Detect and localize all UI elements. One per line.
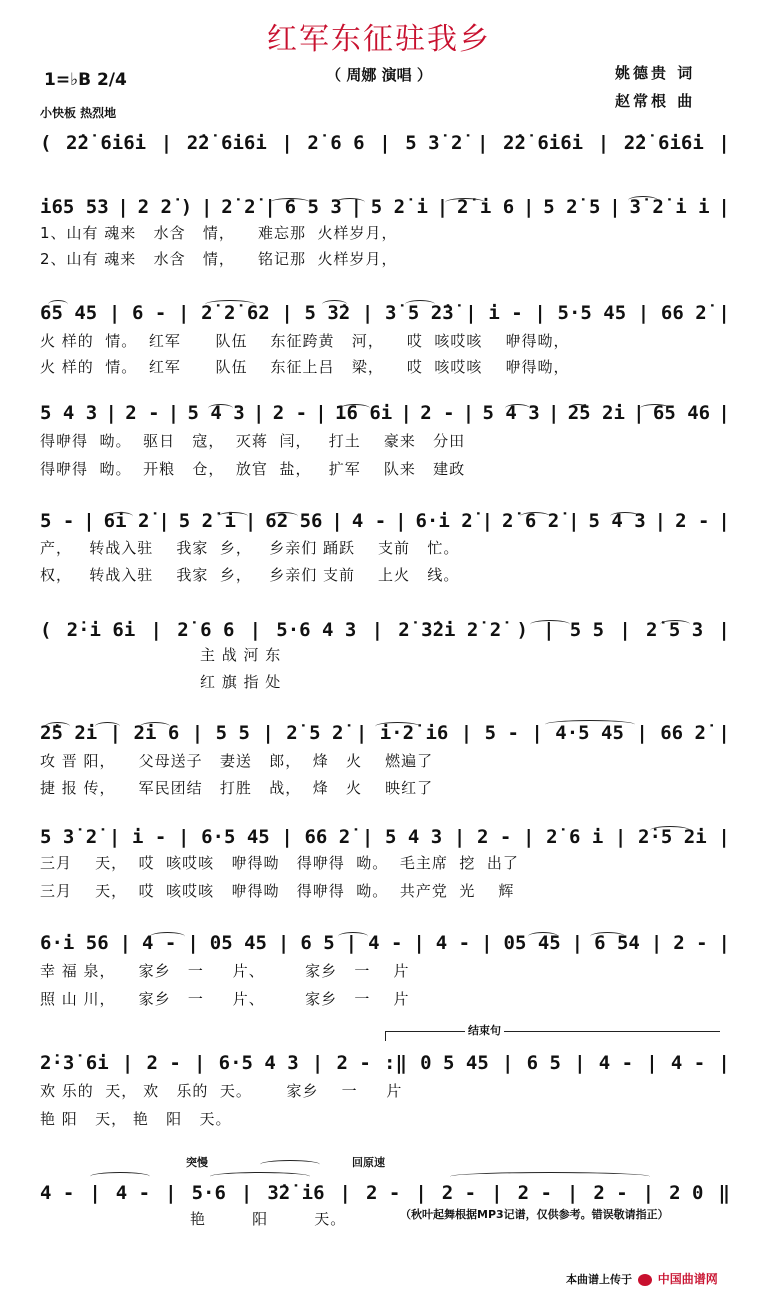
notation-row xyxy=(40,400,730,424)
notation-row xyxy=(40,130,730,154)
lyricist-credit: 姚德贵 词 xyxy=(615,64,696,82)
bar-line: | xyxy=(244,510,257,532)
bar-line: | xyxy=(477,132,489,154)
note-group: 3̇2̇ i6 xyxy=(267,1182,325,1204)
lyric-line: 主 战 河 东 xyxy=(200,646,282,664)
note-group: 05 45 xyxy=(503,932,561,954)
slur-arc xyxy=(90,1172,150,1181)
note-group: 2 - xyxy=(336,1052,371,1074)
note-group: 2 - xyxy=(125,402,160,424)
note-group: 2̇2̇ 6i6i xyxy=(66,132,147,154)
lyric-line: 权， 转战入驻 我家 乡， 乡亲们 支前 上火 线。 xyxy=(40,566,460,584)
note-group: i65 53 xyxy=(40,196,109,218)
note-group: 3̇ 2̇ i i xyxy=(629,196,710,218)
note-group: 5 5 xyxy=(569,619,605,641)
upload-footer xyxy=(566,1270,718,1287)
bar-line: | xyxy=(481,932,493,954)
ending-phrase-label: 结束句 xyxy=(465,1022,504,1038)
slur-arc xyxy=(210,1172,310,1181)
lyric-line: 欢 乐的 天， 欢 乐的 天。 家乡 一 片 xyxy=(40,1082,403,1100)
upload-text: 本曲谱上传于 xyxy=(566,1273,632,1286)
note-group: 4 - xyxy=(435,932,471,954)
slur-arc xyxy=(405,300,435,309)
bar-line: | xyxy=(531,722,543,744)
bar-line: | xyxy=(331,510,343,532)
note-group: 2̇ 6 2̇ xyxy=(502,510,560,532)
slur-arc xyxy=(640,404,670,413)
note-group: 5·6 4 3 xyxy=(276,619,357,641)
lyric-line: 得咿得 呦。 驱日 寇， 灭蒋 闫， 打土 豪来 分田 xyxy=(40,432,466,450)
lyric-line: 1、山有 魂来 水含 情， 难忘那 火样岁月， xyxy=(40,224,398,242)
note-group: 05 45 xyxy=(209,932,267,954)
note-group: 2̇·i 6i xyxy=(66,619,136,641)
slur-arc xyxy=(610,512,640,521)
note-group: 2 - xyxy=(593,1182,628,1204)
bar-line: | xyxy=(165,1182,177,1204)
bar-line: | xyxy=(642,1182,655,1204)
note-group: 5 5 xyxy=(215,722,250,744)
note-group: 2̇ i 6 xyxy=(457,196,515,218)
bar-line: | xyxy=(718,302,730,324)
bar-line: | xyxy=(609,196,621,218)
lyric-line: 三月 天， 哎 咳哎咳 咿得呦 得咿得 呦。 毛主席 挖 出了 xyxy=(40,854,519,872)
bar-line: | xyxy=(83,510,95,532)
bar-line: | xyxy=(262,722,274,744)
note-group: 5 - xyxy=(484,722,519,744)
lyric-line: 得咿得 呦。 开粮 仓， 放官 盐， 扩军 队来 建政 xyxy=(40,460,466,478)
note-group: 2̇ 2̇ 62 xyxy=(201,302,270,324)
bar-line: | xyxy=(718,722,730,744)
lyric-line: 火 样的 情。 红军 队伍 东征跨黄 河， 哎 咳哎咳 咿得呦， xyxy=(40,332,570,350)
notation-row xyxy=(40,1180,730,1204)
bar-line: ( xyxy=(40,619,52,641)
note-group: 5 3̇ 2̇ xyxy=(405,132,463,154)
note-group: 16 6i xyxy=(335,402,393,424)
note-group: 5 2̇ i xyxy=(370,196,428,218)
slur-arc xyxy=(520,512,550,521)
site-logo-icon xyxy=(638,1274,652,1286)
note-group: 3̇ 5 2̇3̇ xyxy=(385,302,454,324)
bar-line: ( xyxy=(40,132,52,154)
bar-line: | xyxy=(465,302,477,324)
bar-line: | xyxy=(252,402,265,424)
note-group: 2 - xyxy=(272,402,308,424)
slur-arc xyxy=(150,932,185,941)
resume-tempo-mark: 回原速 xyxy=(352,1156,385,1169)
bar-line: | xyxy=(436,196,449,218)
slur-arc xyxy=(218,512,248,521)
bar-line: | xyxy=(547,402,560,424)
slur-arc xyxy=(270,198,310,207)
bar-line: | xyxy=(637,302,650,324)
note-group: 2̇ 6 i xyxy=(546,826,604,848)
note-group: 4 - xyxy=(670,1052,706,1074)
note-group: 4 - xyxy=(40,1182,75,1204)
note-group: 2 2̇ xyxy=(137,196,172,218)
slur-arc xyxy=(505,404,530,413)
notation-row xyxy=(40,300,730,324)
bar-line: | xyxy=(379,132,391,154)
note-group: 2̇i 6 xyxy=(133,722,180,744)
note-group: 5 4 3 xyxy=(385,826,443,848)
slur-arc xyxy=(205,300,255,309)
note-group: 2̇·3̇ 6i xyxy=(40,1052,109,1074)
bar-line: | xyxy=(566,1182,579,1204)
note-group: 6 5 3 xyxy=(284,196,342,218)
note-group: 5 4 3 xyxy=(588,510,646,532)
lyric-line: （秋叶起舞根据MP3记谱，仅供参考。错误敬请指正） xyxy=(400,1208,669,1221)
note-group: 5 3̇ 2̇ xyxy=(40,826,98,848)
slur-arc xyxy=(48,300,68,309)
bar-line: | xyxy=(150,619,162,641)
note-group: 2 - xyxy=(366,1182,401,1204)
note-group: 6·i 2̇ xyxy=(415,510,473,532)
key-signature: 1=♭B 2/4 xyxy=(44,70,127,90)
note-group: 65 45 xyxy=(40,302,98,324)
bar-line: | xyxy=(119,932,132,954)
bar-line: | xyxy=(522,826,535,848)
slur-arc xyxy=(95,722,120,731)
bar-line: | xyxy=(718,196,730,218)
bar-line: | xyxy=(413,932,425,954)
sudden-slow-mark: 突慢 xyxy=(186,1156,208,1169)
bar-line: | xyxy=(89,1182,101,1204)
lyric-line: 产， 转战入驻 我家 乡， 乡亲们 踊跃 支前 忙。 xyxy=(40,539,460,557)
note-group: 5 2̇ 5 xyxy=(543,196,601,218)
bar-line: :‖ xyxy=(384,1052,407,1074)
bar-line: | xyxy=(371,619,384,641)
bar-line: | xyxy=(160,132,173,154)
bar-line: | xyxy=(718,402,730,424)
notation-row xyxy=(40,617,730,641)
bar-line: | xyxy=(574,1052,586,1074)
bar-line: | xyxy=(339,1182,351,1204)
note-group: 6 5 xyxy=(526,1052,561,1074)
note-group: 2̇ 6 6 xyxy=(307,132,365,154)
bar-line: | xyxy=(158,510,170,532)
bar-line: | xyxy=(718,1052,730,1074)
slur-arc xyxy=(545,720,635,729)
bar-line: | xyxy=(311,1052,324,1074)
note-group: 5·6 xyxy=(191,1182,226,1204)
slur-arc xyxy=(375,722,420,731)
note-group: 5 - xyxy=(40,510,75,532)
note-group: 2̇2̇ 6i6i xyxy=(186,132,267,154)
bar-line: | xyxy=(201,196,213,218)
bar-line: | xyxy=(105,402,117,424)
bar-line: | xyxy=(345,932,358,954)
note-group: 2 - xyxy=(675,510,710,532)
lyric-line: 2、山有 魂来 水含 情， 铭记那 火样岁月， xyxy=(40,250,398,268)
notation-row xyxy=(40,194,730,218)
bar-line: | xyxy=(462,402,475,424)
bar-line: | xyxy=(117,196,129,218)
page-title: 红军东征驻我乡 xyxy=(267,22,491,57)
note-group: 4 - xyxy=(142,932,177,954)
site-name[interactable]: 中国曲谱网 xyxy=(657,1272,718,1286)
note-group: i - xyxy=(488,302,523,324)
note-group: 5 4 3 xyxy=(187,402,245,424)
note-group: 5 3̇2 xyxy=(304,302,351,324)
slur-arc xyxy=(45,722,70,731)
note-group: 62 56 xyxy=(265,510,323,532)
note-group: 2̇2̇ 6i6i xyxy=(503,132,584,154)
bar-line: | xyxy=(415,1182,427,1204)
bar-line: | xyxy=(177,826,190,848)
bar-line: ) xyxy=(180,196,193,218)
bar-line: | xyxy=(636,722,648,744)
bar-line: | xyxy=(361,826,374,848)
ending-phrase-bracket xyxy=(385,1031,720,1032)
note-group: i - xyxy=(131,826,167,848)
bar-line: | xyxy=(501,1052,514,1074)
note-group: 2 - xyxy=(517,1182,552,1204)
bar-line: | xyxy=(264,196,276,218)
note-group: 66 2̇ xyxy=(660,302,707,324)
bar-line: | xyxy=(249,619,262,641)
tempo-marking: 小快板 热烈地 xyxy=(40,106,117,120)
slur-arc xyxy=(108,512,133,521)
bar-line: | xyxy=(453,826,466,848)
bar-line: | xyxy=(481,510,494,532)
note-group: 66 2̇ xyxy=(304,826,351,848)
bar-line: | xyxy=(571,932,584,954)
note-group: 6·i 56 xyxy=(40,932,109,954)
note-group: 5 4 3 xyxy=(40,402,98,424)
slur-arc xyxy=(140,722,170,731)
note-group: 4 - xyxy=(368,932,403,954)
note-group: 2̇5 2̇i xyxy=(40,722,98,744)
slur-arc xyxy=(340,404,370,413)
slur-arc xyxy=(445,198,485,207)
bar-line: | xyxy=(646,1052,658,1074)
slur-arc xyxy=(628,196,658,205)
bar-line: | xyxy=(177,302,190,324)
bar-line: | xyxy=(534,302,546,324)
bar-line: | xyxy=(718,826,730,848)
slur-arc xyxy=(660,620,690,629)
note-group: 2 - xyxy=(673,932,708,954)
note-group: 2̇ 3̇2̇i 2̇ 2̇ xyxy=(398,619,502,641)
bar-line: | xyxy=(619,619,631,641)
bar-line: | xyxy=(191,722,204,744)
bar-line: | xyxy=(281,302,293,324)
note-group: 6 5 xyxy=(300,932,335,954)
lyric-line: 幸 福 泉， 家乡 一 片、 家乡 一 片 xyxy=(40,962,410,980)
bar-line: | xyxy=(718,932,730,954)
slur-arc xyxy=(268,512,298,521)
slur-arc xyxy=(208,404,233,413)
slur-arc xyxy=(530,620,570,629)
notation-row xyxy=(40,1050,730,1074)
note-group: 6i 2̇ xyxy=(103,510,150,532)
bar-line: | xyxy=(718,510,730,532)
bar-line: ) xyxy=(516,619,528,641)
note-group: 2̇ 5 3 xyxy=(646,619,704,641)
note-group: 6 - xyxy=(131,302,167,324)
slur-arc xyxy=(590,932,625,941)
note-group: 2̇ 6 6 xyxy=(177,619,235,641)
bar-line: | xyxy=(633,402,645,424)
bar-line: | xyxy=(718,132,730,154)
bar-line: | xyxy=(277,932,290,954)
note-group: i·2̇ i6 xyxy=(379,722,449,744)
lyric-line: 艳 阳 天， 艳 阳 天。 xyxy=(40,1110,232,1128)
bar-line: | xyxy=(597,132,610,154)
bar-line: | xyxy=(187,932,199,954)
lyric-line: 火 样的 情。 红军 队伍 东征上吕 梁， 哎 咳哎咳 咿得呦， xyxy=(40,358,570,376)
bar-line: | xyxy=(350,196,363,218)
bar-line: | xyxy=(460,722,473,744)
note-group: 2 - xyxy=(441,1182,477,1204)
bar-line: ‖ xyxy=(718,1182,730,1204)
slur-arc xyxy=(322,300,347,309)
bar-line: | xyxy=(395,510,407,532)
bar-line: | xyxy=(650,932,663,954)
notation-row xyxy=(40,930,730,954)
performer-credit: （ 周娜 演唱 ） xyxy=(326,66,432,84)
note-group: 6 54 xyxy=(594,932,640,954)
lyric-line: 攻 晋 阳， 父母送子 妻送 郎， 烽 火 燃遍了 xyxy=(40,752,434,770)
lyric-line: 红 旗 指 处 xyxy=(200,673,282,691)
bar-line: | xyxy=(400,402,412,424)
note-group: 2̇·5 2̇i xyxy=(638,826,707,848)
note-group: 66 2̇ xyxy=(660,722,706,744)
note-group: 4·5 45 xyxy=(555,722,624,744)
slur-arc xyxy=(260,1160,320,1169)
bar-line: | xyxy=(491,1182,503,1204)
bar-line: | xyxy=(167,402,180,424)
note-group: 0 5 45 xyxy=(420,1052,489,1074)
bar-line: | xyxy=(108,826,121,848)
slur-arc xyxy=(650,826,690,835)
slur-arc xyxy=(335,198,365,207)
note-group: 2 - xyxy=(420,402,455,424)
ending-phrase-bracket-tick xyxy=(385,1031,386,1041)
bar-line: | xyxy=(654,510,667,532)
note-group: 65 46 xyxy=(652,402,711,424)
bar-line: | xyxy=(281,826,293,848)
bar-line: | xyxy=(109,722,122,744)
notation-row xyxy=(40,824,730,848)
note-group: 6·5 45 xyxy=(201,826,270,848)
bar-line: | xyxy=(614,826,627,848)
note-group: 4 - xyxy=(115,1182,151,1204)
bar-line: | xyxy=(315,402,327,424)
bar-line: | xyxy=(543,619,555,641)
composer-credit: 赵常根 曲 xyxy=(615,92,696,110)
note-group: 2̇ 2̇ xyxy=(221,196,256,218)
lyric-line: 三月 天， 哎 咳哎咳 咿得呦 得咿得 呦。 共产党 光 辉 xyxy=(40,882,515,900)
bar-line: | xyxy=(523,196,535,218)
bar-line: | xyxy=(361,302,374,324)
note-group: 2 - xyxy=(146,1052,181,1074)
note-group: 5 2̇ i xyxy=(178,510,236,532)
bar-line: | xyxy=(108,302,121,324)
note-group: 5 4 3 xyxy=(482,402,540,424)
note-group: 5·5 45 xyxy=(557,302,627,324)
lyric-line: 捷 报 传， 军民团结 打胜 战， 烽 火 映红了 xyxy=(40,779,434,797)
lyric-line: 艳 阳 天。 xyxy=(190,1210,347,1228)
bar-line: | xyxy=(355,722,368,744)
bar-line: | xyxy=(240,1182,253,1204)
note-group: 2̇ 5 2̇ xyxy=(286,722,344,744)
lyric-line: 照 山 川， 家乡 一 片、 家乡 一 片 xyxy=(40,990,410,1008)
bar-line: | xyxy=(193,1052,206,1074)
bar-line: | xyxy=(281,132,293,154)
note-group: 2 - xyxy=(476,826,512,848)
bar-line: | xyxy=(568,510,580,532)
note-group: 4 - xyxy=(351,510,387,532)
note-group: 4 - xyxy=(598,1052,634,1074)
note-group: 2̇5 2̇i xyxy=(567,402,625,424)
slur-arc xyxy=(528,932,558,941)
note-group: 2̇2̇ 6i6i xyxy=(623,132,704,154)
slur-arc xyxy=(568,404,588,413)
bar-line: | xyxy=(718,619,730,641)
slur-arc xyxy=(338,932,368,941)
note-group: 2 0 xyxy=(669,1182,704,1204)
slur-arc xyxy=(450,1172,650,1181)
note-group: 6·5 4 3 xyxy=(218,1052,299,1074)
bar-line: | xyxy=(121,1052,134,1074)
